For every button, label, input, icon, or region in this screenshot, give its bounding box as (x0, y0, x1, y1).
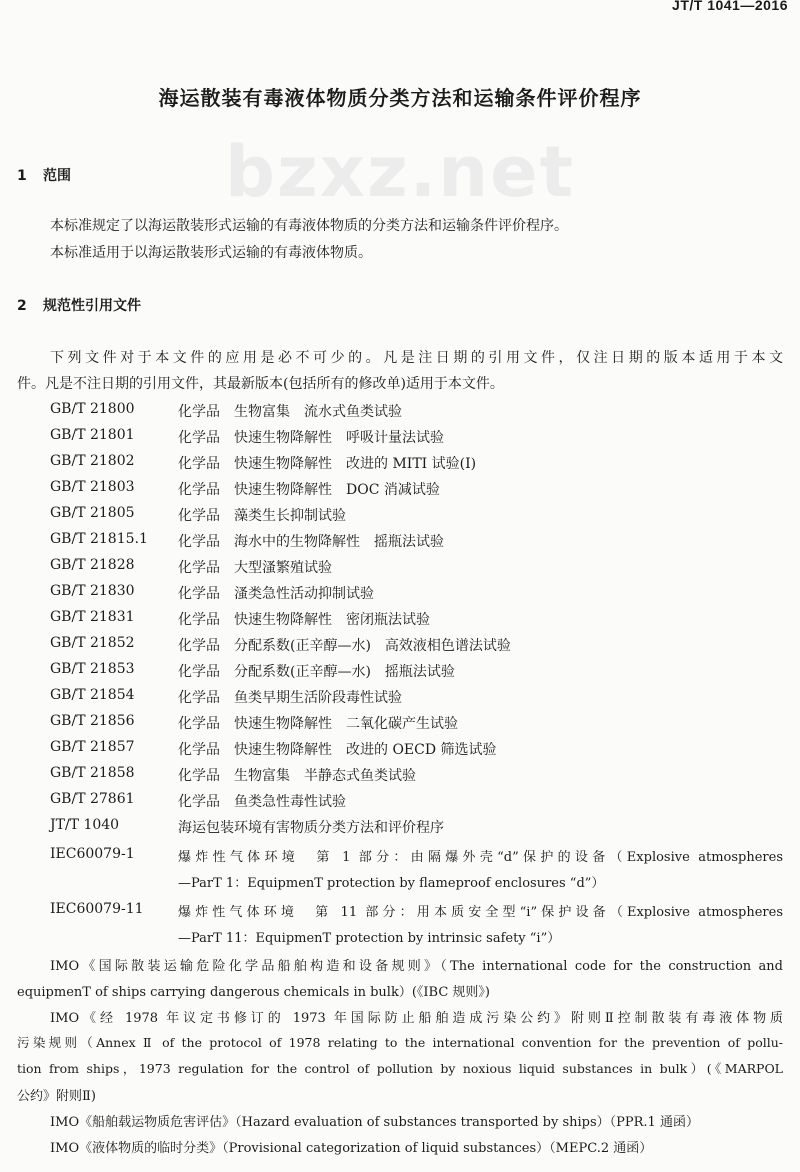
reference-title-continued: —ParT 11：EquipmenT protection by intrinsic safety “i”） (178, 931, 561, 946)
reference-code: GB/T 21856 (50, 713, 135, 729)
reference-line: IMO《船舶载运物质危害评估》（Hazard evaluation of substances transported by ships）（PPR.1 通函） (50, 1115, 699, 1130)
section-number: 1 (17, 168, 27, 184)
reference-title: 化学品 快速生物降解性 改进的 OECD 筛选试验 (178, 742, 497, 758)
paragraph: 本标准适用于以海运散装形式运输的有毒液体物质。 (50, 245, 372, 261)
reference-title: 化学品 大型溞繁殖试验 (178, 560, 332, 576)
reference-title: 化学品 溞类急性活动抑制试验 (178, 586, 374, 602)
reference-line: IMO《国际散装运输危险化学品船舶构造和设备规则》（The international code for the construction and (50, 959, 783, 974)
reference-title: 海运包装环境有害物质分类方法和评价程序 (178, 820, 444, 836)
reference-title: 爆炸性气体环境 第 11 部分：用本质安全型“i”保护设备（Explosive atmospheres (178, 905, 783, 920)
reference-code: IEC60079-11 (50, 901, 144, 917)
reference-line: IMO《液体物质的临时分类》（Provisional categorization of liquid substances）（MEPC.2 通函） (50, 1141, 653, 1156)
watermark: bzxz.net (224, 131, 576, 213)
reference-code: JT/T 1040 (50, 817, 120, 833)
reference-title: 化学品 分配系数(正辛醇—水) 高效液相色谱法试验 (178, 638, 511, 654)
reference-code: GB/T 21800 (50, 401, 135, 417)
section-title: 规范性引用文件 (43, 298, 141, 314)
reference-title: 化学品 分配系数(正辛醇—水) 摇瓶法试验 (178, 664, 455, 680)
reference-line: IMO《经 1978 年议定书修订的 1973 年国际防止船舶造成污染公约》附则Ⅱ控制散装有毒液体物质 (50, 1011, 783, 1026)
reference-code: IEC60079-1 (50, 846, 135, 862)
reference-code: GB/T 21802 (50, 453, 135, 469)
reference-title: 化学品 快速生物降解性 DOC 消减试验 (178, 482, 440, 498)
reference-code: GB/T 21805 (50, 505, 135, 521)
reference-title: 化学品 快速生物降解性 改进的 MITI 试验(Ⅰ) (178, 456, 477, 472)
reference-title: 化学品 藻类生长抑制试验 (178, 508, 346, 524)
reference-code: GB/T 21828 (50, 557, 135, 573)
reference-title: 化学品 鱼类急性毒性试验 (178, 794, 346, 810)
reference-code: GB/T 21803 (50, 479, 135, 495)
reference-title-continued: —ParT 1：EquipmenT protection by flameproof enclosures “d”） (178, 876, 605, 891)
reference-code: GB/T 21852 (50, 635, 135, 651)
reference-code: GB/T 21854 (50, 687, 135, 703)
reference-title: 化学品 快速生物降解性 密闭瓶法试验 (178, 612, 430, 628)
reference-code: GB/T 21831 (50, 609, 135, 625)
reference-title: 化学品 生物富集 流水式鱼类试验 (178, 404, 402, 420)
section-title: 范围 (43, 168, 71, 184)
document-title: 海运散装有毒液体物质分类方法和运输条件评价程序 (158, 86, 642, 110)
reference-title: 化学品 海水中的生物降解性 摇瓶法试验 (178, 534, 444, 550)
paragraph: 下列文件对于本文件的应用是必不可少的。凡是注日期的引用文件，仅注日期的版本适用于本文 (50, 350, 783, 366)
section-1-heading (17, 165, 71, 185)
reference-code: GB/T 21858 (50, 765, 135, 781)
reference-title: 化学品 快速生物降解性 呼吸计量法试验 (178, 430, 444, 446)
reference-line: 污染规则（Annex Ⅱ of the protocol of 1978 relating to the international convention for the prevention of pollu- (17, 1035, 783, 1050)
reference-code: GB/T 21853 (50, 661, 135, 677)
reference-title: 化学品 鱼类早期生活阶段毒性试验 (178, 690, 402, 706)
section-2-heading (17, 295, 141, 315)
reference-code: GB/T 21857 (50, 739, 135, 755)
section-number: 2 (17, 298, 27, 314)
reference-code: GB/T 27861 (50, 791, 135, 807)
reference-line: 公约》附则Ⅱ) (17, 1089, 96, 1104)
paragraph: 本标准规定了以海运散装形式运输的有毒液体物质的分类方法和运输条件评价程序。 (50, 218, 568, 234)
reference-line: tion from ships，1973 regulation for the control of pollution by noxious liquid substances in bulk）(《MARPOL (17, 1061, 783, 1076)
reference-code: GB/T 21815.1 (50, 531, 148, 547)
reference-title: 爆炸性气体环境 第 1 部分：由隔爆外壳“d”保护的设备（Explosive atmospheres (178, 850, 783, 865)
paragraph: 件。凡是不注日期的引用文件，其最新版本(包括所有的修改单)适用于本文件。 (17, 376, 504, 392)
reference-line: equipmenT of ships carrying dangerous chemicals in bulk）(《IBC 规则》) (17, 985, 490, 1000)
reference-title: 化学品 快速生物降解性 二氧化碳产生试验 (178, 716, 458, 732)
reference-title: 化学品 生物富集 半静态式鱼类试验 (178, 768, 416, 784)
document-code-header: JT/T 1041—2016 (672, 0, 788, 13)
reference-code: GB/T 21830 (50, 583, 135, 599)
reference-code: GB/T 21801 (50, 427, 135, 443)
